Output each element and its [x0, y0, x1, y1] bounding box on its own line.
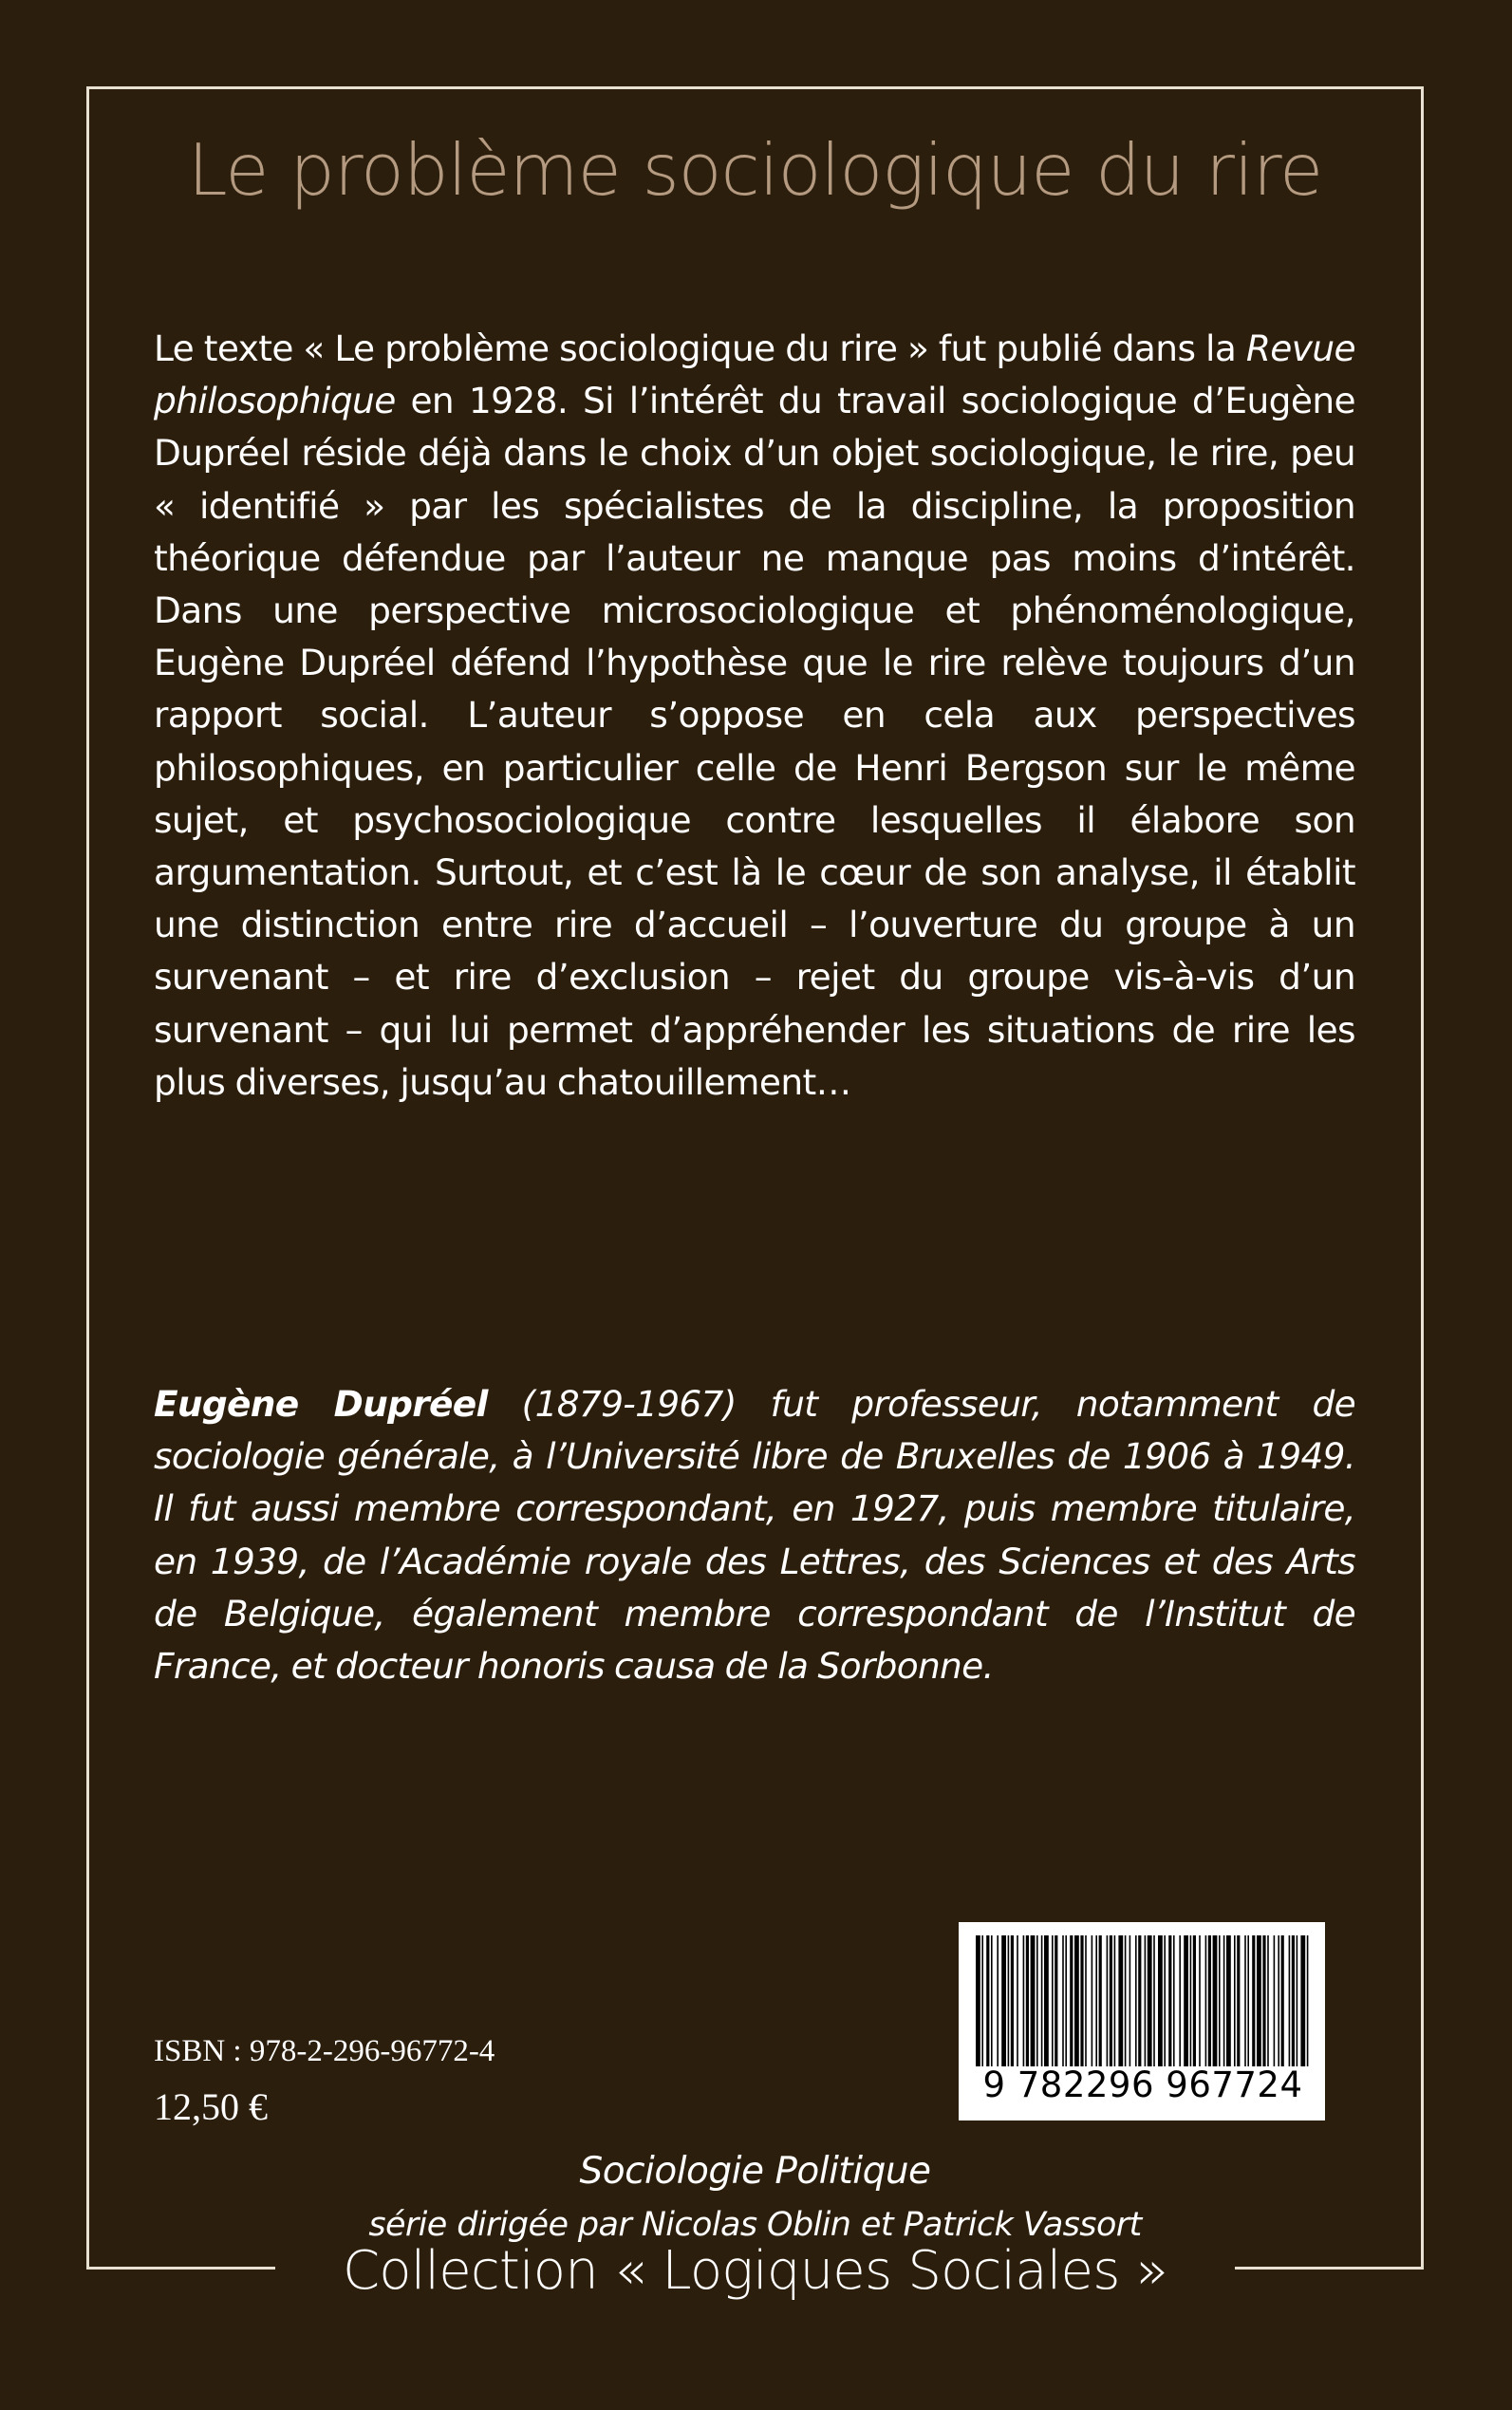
barcode-bar: [1168, 1935, 1171, 2066]
barcode-bar: [1237, 1935, 1240, 2066]
barcode-bar: [1223, 1935, 1225, 2066]
barcode-bar: [1099, 1935, 1102, 2066]
barcode-bar: [1145, 1935, 1147, 2066]
barcode-bar: [1252, 1935, 1255, 2066]
barcode-bar: [1110, 1935, 1112, 2066]
barcode-bar: [1031, 1935, 1036, 2066]
barcode-bar: [1041, 1935, 1043, 2066]
barcode-bar: [1208, 1935, 1211, 2066]
barcode-bar: [1092, 1935, 1093, 2066]
barcode-bar: [1036, 1935, 1038, 2066]
author-name: Eugène Dupréel: [154, 1383, 488, 1425]
frame-right-border: [1421, 86, 1424, 2270]
frame-bottom-right-border: [1235, 2267, 1424, 2270]
barcode-bar: [1095, 1935, 1097, 2066]
barcode-bar: [1278, 1935, 1279, 2066]
barcode-bar: [1023, 1935, 1025, 2066]
description-part-1: Le texte « Le problème sociologique du rire » fut publié dans la: [154, 327, 1246, 369]
barcode-bar: [1267, 1935, 1269, 2066]
barcode-bar: [1107, 1935, 1109, 2066]
barcode-bar: [1055, 1935, 1057, 2066]
barcode-bars: [976, 1935, 1310, 2066]
barcode-bar: [1173, 1935, 1175, 2066]
barcode-bar: [1184, 1935, 1188, 2066]
barcode-bar: [1307, 1935, 1309, 2066]
barcode-digits: 9 782296 967724: [982, 2064, 1303, 2105]
barcode-bar: [1138, 1935, 1141, 2066]
barcode-bar: [1017, 1935, 1018, 2066]
barcode-bar: [1199, 1935, 1201, 2066]
barcode-bar: [1193, 1935, 1196, 2066]
barcode-bar: [1114, 1935, 1116, 2066]
isbn-number: ISBN : 978-2-296-96772-4: [154, 2034, 495, 2068]
barcode-bar: [1274, 1935, 1276, 2066]
barcode-bar: [1164, 1935, 1166, 2066]
barcode-bar: [1190, 1935, 1192, 2066]
barcode-bar: [1219, 1935, 1221, 2066]
barcode-bar: [1247, 1935, 1249, 2066]
barcode-bar: [1281, 1935, 1284, 2066]
barcode-bar: [1297, 1935, 1298, 2066]
author-bio: [154, 1378, 1355, 1692]
barcode-bar: [1044, 1935, 1049, 2066]
series-directors: série dirigée par Nicolas Oblin et Patrick Vassort: [368, 2206, 1142, 2244]
barcode-bar: [1125, 1935, 1127, 2066]
barcode-bar: [1234, 1935, 1236, 2066]
collection-name: Collection « Logiques Sociales »: [342, 2240, 1168, 2302]
description-part-2: en 1928. Si l’intérêt du travail sociologique d’Eugène Dupréel réside déjà dans le choix d’un objet sociologique, le rire, peu « identifié » par les spécialistes de la discipline, la proposition théorique défendue par l’auteur ne manque pas moins d’intérêt. Dans une perspective microsociologique et phénoménologique, Eugène Dupréel défend l’hypothèse que le rire relève toujours d’un rapport social. L’auteur s’oppose en cela aux perspectives philosophiques, en particulier celle de Henri Bergson sur le même sujet, et psychosociologique contre lesquelles il élabore son argumentation. Surtout, et c’est là le cœur de son analyse, il établit une distinction entre rire d’accueil – l’ouverture du groupe à un survenant – et rire d’exclusion – rejet du groupe vis-à-vis d’un survenant – qui lui permet d’appréhender les situations de rire les plus diverses, jusqu’au chatouillement…: [154, 380, 1355, 1103]
barcode-bar: [1213, 1935, 1218, 2066]
barcode-bar: [1289, 1935, 1291, 2066]
barcode-bar: [1129, 1935, 1131, 2066]
barcode-bar: [1062, 1935, 1064, 2066]
price: 12,50 €: [154, 2085, 268, 2128]
journal-name: Revue philosophique: [154, 327, 1355, 422]
barcode-bar: [997, 1935, 999, 2066]
barcode-bar: [981, 1935, 983, 2066]
barcode-bar: [1070, 1935, 1073, 2066]
isbn-barcode: [959, 1922, 1325, 2120]
barcode-bar: [1052, 1935, 1054, 2066]
barcode-bar: [1118, 1935, 1123, 2066]
author-bio-text: (1879-1967) fut professeur, notamment de sociologie générale, à l’Université libre de Bruxelles de 1906 à 1949. Il fut aussi membre correspondant, en 1927, puis membre titulaire, en 1939, de l’Académie royale des Lettres, des Sciences et des Arts de Belgique, également membre correspondant de l’Institut de France, et docteur honoris causa de la Sorbonne.: [154, 1383, 1355, 1688]
barcode-bar: [1292, 1935, 1295, 2066]
barcode-bar: [1300, 1935, 1305, 2066]
series-name: Sociologie Politique: [579, 2150, 931, 2193]
barcode-bar: [1226, 1935, 1231, 2066]
barcode-bar: [1008, 1935, 1010, 2066]
barcode-bar: [1153, 1935, 1155, 2066]
barcode-bar: [1026, 1935, 1029, 2066]
book-description: [154, 323, 1355, 1109]
barcode-bar: [1074, 1935, 1079, 2066]
barcode-bar: [1011, 1935, 1014, 2066]
barcode-bar: [1080, 1935, 1083, 2066]
frame-top-border: [86, 86, 1424, 89]
frame-bottom-left-border: [86, 2267, 275, 2270]
barcode-bar: [1065, 1935, 1067, 2066]
barcode-bar: [1135, 1935, 1137, 2066]
barcode-bar: [1158, 1935, 1163, 2066]
frame-left-border: [86, 86, 89, 2270]
barcode-bar: [1001, 1935, 1006, 2066]
barcode-bar: [1257, 1935, 1261, 2066]
barcode-bar: [1085, 1935, 1087, 2066]
barcode-bar: [986, 1935, 989, 2066]
barcode-bar: [1148, 1935, 1152, 2066]
barcode-bar: [991, 1935, 993, 2066]
barcode-bar: [1244, 1935, 1246, 2066]
barcode-bar: [1262, 1935, 1265, 2066]
book-title: Le problème sociologique du rire: [187, 128, 1323, 212]
barcode-bar: [1179, 1935, 1181, 2066]
barcode-bar: [976, 1935, 980, 2066]
barcode-bar: [1205, 1935, 1207, 2066]
